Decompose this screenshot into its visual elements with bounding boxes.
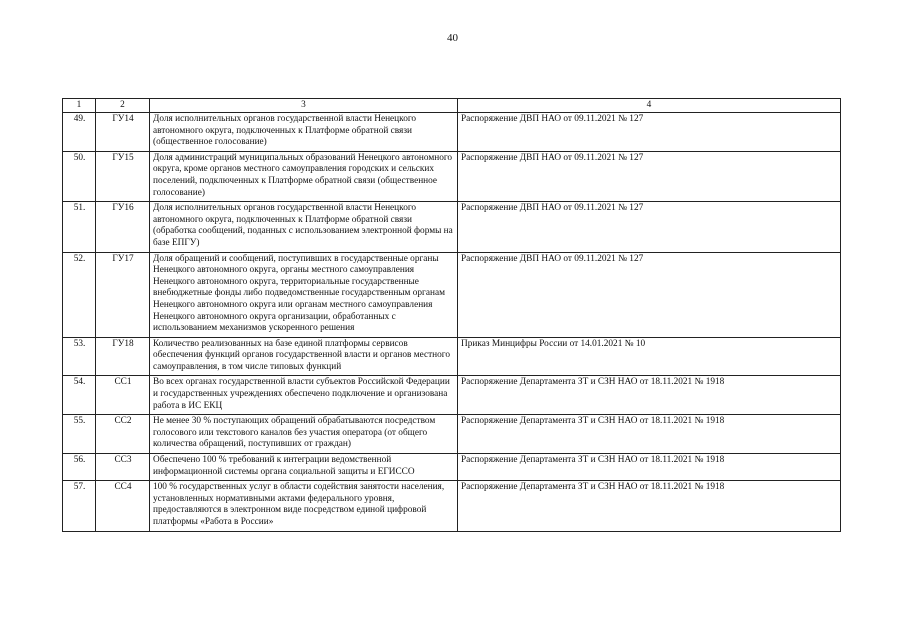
table-row (63, 252, 841, 337)
source-document: Распоряжение ДВП НАО от 09.11.2021 № 127 (458, 151, 841, 201)
row-number: 54. (63, 376, 96, 415)
source-document: Распоряжение ДВП НАО от 09.11.2021 № 127 (458, 113, 841, 152)
indicator-description: Количество реализованных на базе единой платформы сервисов обеспечения функций органов государственной власти и органов местного самоуправления, в том числе типовых функций (150, 337, 458, 376)
source-document: Распоряжение Департамента ЗТ и СЗН НАО от 18.11.2021 № 1918 (458, 481, 841, 531)
row-number: 52. (63, 252, 96, 337)
row-number: 55. (63, 415, 96, 454)
indicator-description: Не менее 30 % поступающих обращений обрабатываются посредством голосового или текстового каналов без участия оператора (от общего количества обращений, поступивших от граждан) (150, 415, 458, 454)
header-col-4: 4 (458, 99, 841, 113)
indicator-code: ГУ16 (96, 202, 150, 252)
header-col-3: 3 (150, 99, 458, 113)
row-number: 53. (63, 337, 96, 376)
indicator-code: ГУ17 (96, 252, 150, 337)
indicator-description: Доля администраций муниципальных образований Ненецкого автономного округа, кроме органов местного самоуправления городских и сельских поселений, подключенных к Платформе обратной связи (общественное голосование) (150, 151, 458, 201)
indicator-description: Доля исполнительных органов государственной власти Ненецкого автономного округа, подключенных к Платформе обратной связи (общественное голосование) (150, 113, 458, 152)
header-row (63, 99, 841, 113)
row-number: 56. (63, 454, 96, 481)
indicator-code: СС4 (96, 481, 150, 531)
indicator-code: ГУ14 (96, 113, 150, 152)
indicator-description: Доля исполнительных органов государственной власти Ненецкого автономного округа, подключенных к Платформе обратной связи (обработка сообщений, поданных с использованием электронной формы на базе ЕПГУ) (150, 202, 458, 252)
header-col-2: 2 (96, 99, 150, 113)
table-row (63, 113, 841, 152)
source-document: Приказ Минцифры России от 14.01.2021 № 10 (458, 337, 841, 376)
source-document: Распоряжение Департамента ЗТ и СЗН НАО от 18.11.2021 № 1918 (458, 376, 841, 415)
header-col-1: 1 (63, 99, 96, 113)
row-number: 50. (63, 151, 96, 201)
source-document: Распоряжение ДВП НАО от 09.11.2021 № 127 (458, 202, 841, 252)
table-row (63, 151, 841, 201)
indicator-description: Обеспечено 100 % требований к интеграции ведомственной информационной системы органа социальной защиты и ЕГИССО (150, 454, 458, 481)
source-document: Распоряжение Департамента ЗТ и СЗН НАО от 18.11.2021 № 1918 (458, 415, 841, 454)
indicator-description: Во всех органах государственной власти субъектов Российской Федерации и государственных учреждениях обеспечено подключение и организована работа в ИС ЕКЦ (150, 376, 458, 415)
table-row (63, 415, 841, 454)
table-row (63, 376, 841, 415)
row-number: 51. (63, 202, 96, 252)
row-number: 57. (63, 481, 96, 531)
indicator-code: СС1 (96, 376, 150, 415)
indicator-description: Доля обращений и сообщений, поступивших в государственные органы Ненецкого автономного округа, органы местного самоуправления Ненецкого автономного округа, территориальные государственные внебюджетные фонды либо подведомственные государственным органам Ненецкого автономного округа или органам местного самоуправления Ненецкого автономного округа организации, обработанных с использованием механизмов ускоренного решения (150, 252, 458, 337)
table-row (63, 337, 841, 376)
indicator-code: СС3 (96, 454, 150, 481)
indicator-code: ГУ15 (96, 151, 150, 201)
table-row (63, 454, 841, 481)
table-row (63, 481, 841, 531)
source-document: Распоряжение ДВП НАО от 09.11.2021 № 127 (458, 252, 841, 337)
indicators-table (62, 98, 841, 532)
table-row (63, 202, 841, 252)
page-number: 40 (447, 32, 458, 44)
indicator-code: СС2 (96, 415, 150, 454)
source-document: Распоряжение Департамента ЗТ и СЗН НАО от 18.11.2021 № 1918 (458, 454, 841, 481)
row-number: 49. (63, 113, 96, 152)
indicator-code: ГУ18 (96, 337, 150, 376)
indicator-description: 100 % государственных услуг в области содействия занятости населения, установленных нормативными актами федерального уровня, предоставляются в электронном виде посредством единой цифровой платформы «Работа в России» (150, 481, 458, 531)
